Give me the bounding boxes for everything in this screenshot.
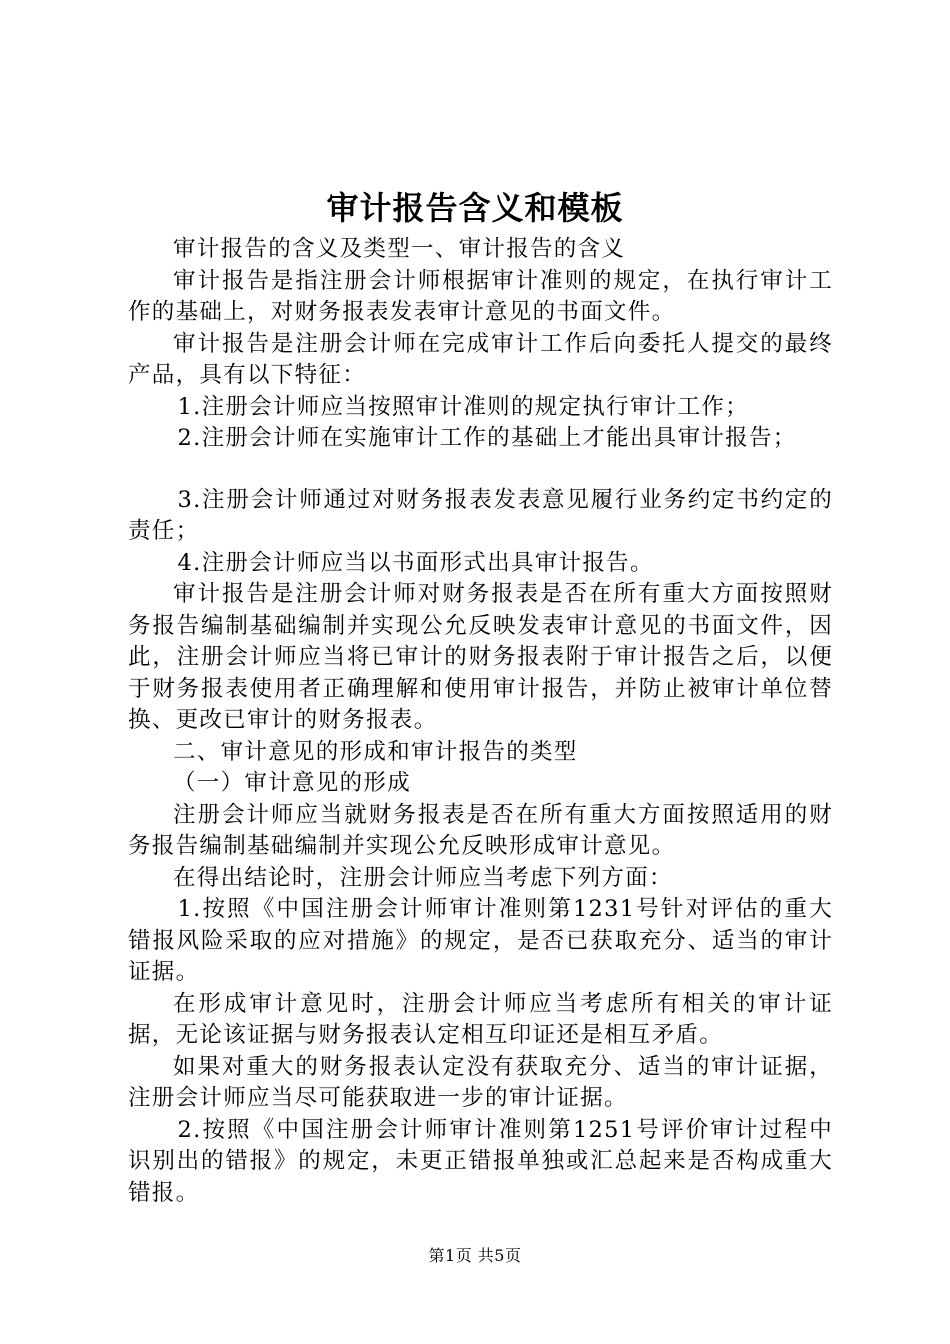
list-item: 2.按照《中国注册会计师审计准则第1251号评价审计过程中识别出的错报》的规定，未更正错报单独或汇总起来是否构成重大错报。 bbox=[128, 1116, 833, 1206]
paragraph: 如果对重大的财务报表认定没有获取充分、适当的审计证据，注册会计师应当尽可能获取进一步的审计证据。 bbox=[128, 1053, 833, 1111]
list-item: 3.注册会计师通过对财务报表发表意见履行业务约定书约定的责任； bbox=[128, 486, 833, 544]
list-item: 1.按照《中国注册会计师审计准则第1231号针对评估的重大错报风险采取的应对措施》的规定，是否已获取充分、适当的审计证据。 bbox=[128, 896, 833, 985]
paragraph: 审计报告是注册会计师在完成审计工作后向委托人提交的最终产品，具有以下特征： bbox=[128, 330, 833, 388]
paragraph: 审计报告的含义及类型一、审计报告的含义 bbox=[173, 236, 626, 262]
paragraph: 审计报告是注册会计师对财务报表是否在所有重大方面按照财务报告编制基础编制并实现公允反映发表审计意见的书面文件，因此，注册会计师应当将已审计的财务报表附于审计报告之后，以便于财务报表使用者正确理解和使用审计报告，并防止被审计单位替换、更改已审计的财务报表。 bbox=[128, 581, 833, 733]
document-body bbox=[128, 234, 833, 1209]
list-item: 2.注册会计师在实施审计工作的基础上才能出具审计报告； bbox=[177, 425, 797, 451]
paragraph: 注册会计师应当就财务报表是否在所有重大方面按照适用的财务报告编制基础编制并实现公允反映形成审计意见。 bbox=[128, 801, 833, 859]
list-item: 1.注册会计师应当按照审计准则的规定执行审计工作； bbox=[177, 393, 749, 420]
section-heading: 二、审计意见的形成和审计报告的类型 bbox=[173, 738, 578, 765]
document-title: 审计报告含义和模板 bbox=[326, 189, 624, 227]
paragraph: 在形成审计意见时，注册会计师应当考虑所有相关的审计证据，无论该证据与财务报表认定相互印证还是相互矛盾。 bbox=[128, 990, 833, 1048]
paragraph: 审计报告是指注册会计师根据审计准则的规定，在执行审计工作的基础上，对财务报表发表审计意见的书面文件。 bbox=[128, 267, 833, 325]
page-footer: 第1页 共5页 bbox=[428, 1246, 522, 1265]
paragraph: 在得出结论时，注册会计师应当考虑下列方面： bbox=[173, 864, 673, 891]
list-item: 4.注册会计师应当以书面形式出具审计报告。 bbox=[177, 549, 654, 576]
subsection-heading: （一）审计意见的形成 bbox=[173, 770, 412, 796]
